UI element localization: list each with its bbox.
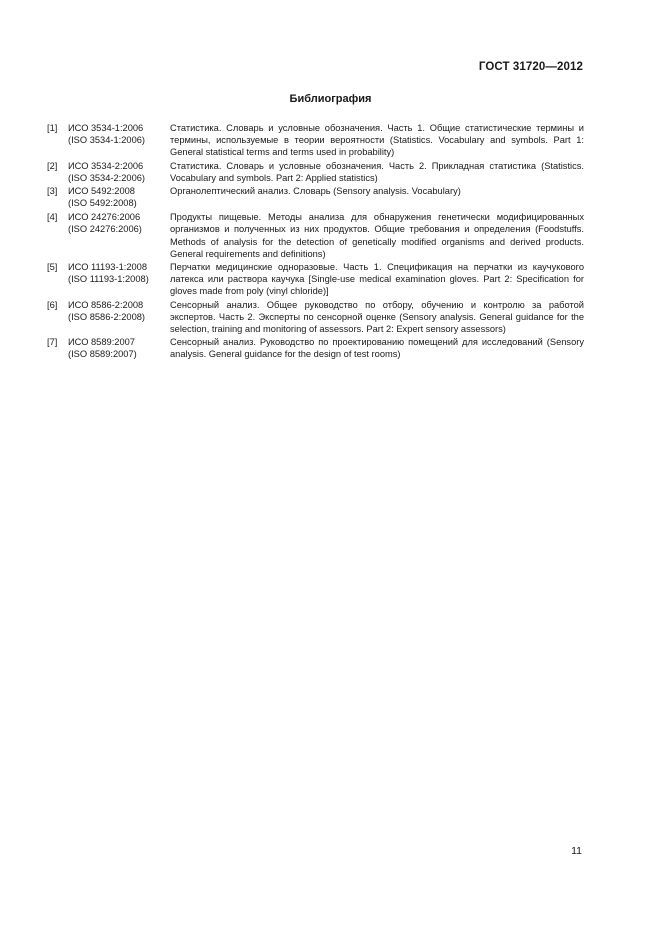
entry-references [68,211,168,235]
entry-ref-international: (ISO 3534-2:2006) [68,172,146,183]
entry-text: Статистика. Словарь и условные обозначения. Часть 1. Общие статистические термины и термины, используемые в теории вероятности (Statistics. Vocabulary and symbols. Part 1: General statistical terms and terms used in probability) [170,123,584,158]
entry-text: Продукты пищевые. Методы анализа для обнаружения генетически модифицированных организмов и полученных из них продуктов. Общие требования и определения (Foodstuffs. Methods of analysis for the detection of genetically modified organisms and derived products. General requirements and definitions) [170,212,584,259]
entry-number: [3] [47,186,58,197]
entry-ref-international: (ISO 8586-2:2008) [68,311,146,322]
entry-number: [6] [47,299,58,310]
entry-references [68,261,168,285]
entry-ref: ИСО 11193-1:2008 [68,262,148,273]
entry-number: [2] [47,160,58,171]
entry-text: Сенсорный анализ. Руководство по проектированию помещений для исследований (Sensory analysis. General guidance for the design of test rooms) [170,337,584,360]
bibliography-entry [47,336,584,360]
entry-ref: ИСО 24276:2006 [68,212,141,223]
entry-text: Перчатки медицинские одноразовые. Часть 1. Спецификация на перчатки из каучукового латекса или раствора каучука [Single-use medical examination gloves. Part 2: Specification for gloves made from poly (vinyl chloride)] [170,262,584,297]
entry-ref-international: (ISO 5492:2008) [68,198,137,209]
bibliography-entry [47,160,584,184]
entry-number: [4] [47,212,58,223]
entry-references [68,185,168,209]
entry-references [68,299,168,323]
entry-ref-international: (ISO 8589:2007) [68,349,137,360]
entry-references [68,122,168,146]
entry-references [68,336,168,360]
entry-ref-international: (ISO 24276:2006) [68,224,142,235]
bibliography-entry [47,185,584,209]
page-number: 11 [571,845,582,857]
bibliography-entry [47,261,584,298]
bibliography-entry [47,211,584,260]
entry-number: [7] [47,337,58,348]
entry-ref: ИСО 8586-2:2008 [68,299,144,310]
entry-ref-international: (ISO 11193-1:2008) [68,274,149,285]
entry-ref: ИСО 3534-1:2006 [68,123,144,133]
entry-ref: ИСО 3534-2:2006 [68,160,144,171]
entry-number: [5] [47,262,58,273]
bibliography-entry [47,299,584,336]
entry-text: Сенсорный анализ. Общее руководство по отбору, обучению и контролю за работой экспертов. Часть 2. Эксперты по сенсорной оценке (Sensory analysis. General guidance for the selection, training and monitoring of assessors. Part 2: Expert sensory assessors) [170,299,584,335]
entry-text: Органолептический анализ. Словарь (Sensory analysis. Vocabulary) [170,186,461,197]
entry-ref: ИСО 8589:2007 [68,337,135,348]
entry-references [68,160,168,184]
entry-text: Статистика. Словарь и условные обозначения. Часть 2. Прикладная статистика (Statistics. Vocabulary and symbols. Part 2: Applied statistics) [170,160,584,183]
entry-ref-international: (ISO 3534-1:2006) [68,135,146,146]
entry-ref: ИСО 5492:2008 [68,186,135,197]
bibliography-entry [47,122,584,159]
standard-code: ГОСТ 31720—2012 [478,61,583,73]
page-title: Библиография [289,93,372,105]
entry-number: [1] [47,123,58,133]
bibliography-list [47,122,584,362]
